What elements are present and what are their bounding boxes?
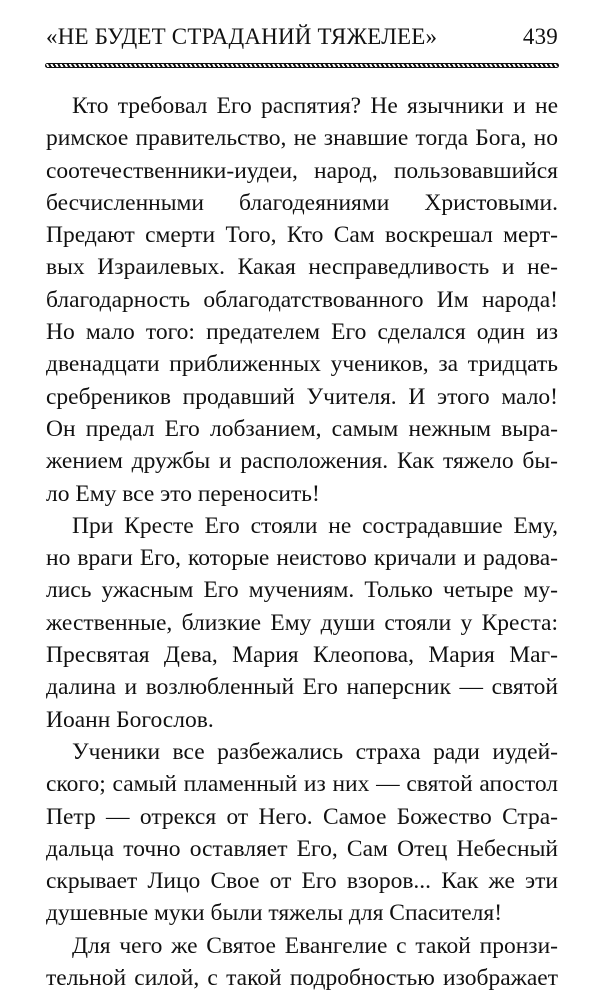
text-line: двенадцати приближенных учеников, за тридцать <box>46 351 558 378</box>
text-line: бесчисленными благодеяниями Христовыми. <box>46 189 558 216</box>
text-line: душевные муки были тяжелы для Спасителя! <box>46 900 503 927</box>
text-line: дальца точно оставляет Его, Сам Отец Небесный <box>46 835 558 862</box>
text-line: лись ужасным Его мучениям. Только четыре му- <box>46 577 558 604</box>
text-line: соотечественники-иудеи, народ, пользовавшийся <box>46 157 558 184</box>
text-line: римское правительство, не знавшие тогда Бога, но <box>46 125 558 152</box>
text-line: Петр — отрекся от Него. Самое Божество Стра- <box>46 803 558 830</box>
text-line: вых Израилевых. Какая несправедливость и не- <box>46 254 558 281</box>
text-line: далина и возлюбленный Его наперсник — святой <box>46 674 558 701</box>
text-line: сребреников продавший Учителя. И этого мало! <box>46 383 558 410</box>
running-head <box>46 24 558 54</box>
text-line: ло Ему все это переносить! <box>46 480 320 507</box>
text-line: Кто требовал Его распятия? Не язычники и не <box>72 93 558 119</box>
body-text <box>46 90 558 994</box>
text-line: Он предал Его лобзанием, самым нежным выра- <box>46 415 558 442</box>
text-line: При Кресте Его стояли не сострадавшие Ему, <box>72 512 558 539</box>
text-line: скрывает Лицо Свое от Его взоров... Как же эти <box>46 868 558 895</box>
chapter-title: «НЕ БУДЕТ СТРАДАНИЙ ТЯЖЕЛЕЕ» <box>46 24 438 49</box>
text-line: Пресвятая Дева, Мария Клеопова, Мария Маг- <box>46 642 558 669</box>
text-line: жественные, близкие Ему души стояли у Креста: <box>46 609 558 636</box>
text-line: Предают смерти Того, Кто Сам воскрешал мерт- <box>46 222 558 249</box>
page-number: 439 <box>522 24 558 49</box>
text-line: но враги Его, которые неистово кричали и радова- <box>46 545 558 572</box>
text-line: Иоанн Богослов. <box>46 706 214 733</box>
text-line: жением дружбы и расположения. Как тяжело бы- <box>46 448 558 475</box>
text-line: ского; самый пламенный из них — святой апостол <box>46 771 558 798</box>
text-line: Но мало того: предателем Его сделался один из <box>46 319 558 346</box>
text-line: благодарность облагодатствованного Им народа! <box>46 286 558 313</box>
decorative-rope-rule <box>45 63 559 68</box>
text-line: Ученики все разбежались страха ради иудей- <box>72 738 558 765</box>
text-line: Для чего же Святое Евангелие с такой пронзи- <box>72 932 558 959</box>
text-line: тельной силой, с такой подробностью изображает <box>46 965 558 992</box>
